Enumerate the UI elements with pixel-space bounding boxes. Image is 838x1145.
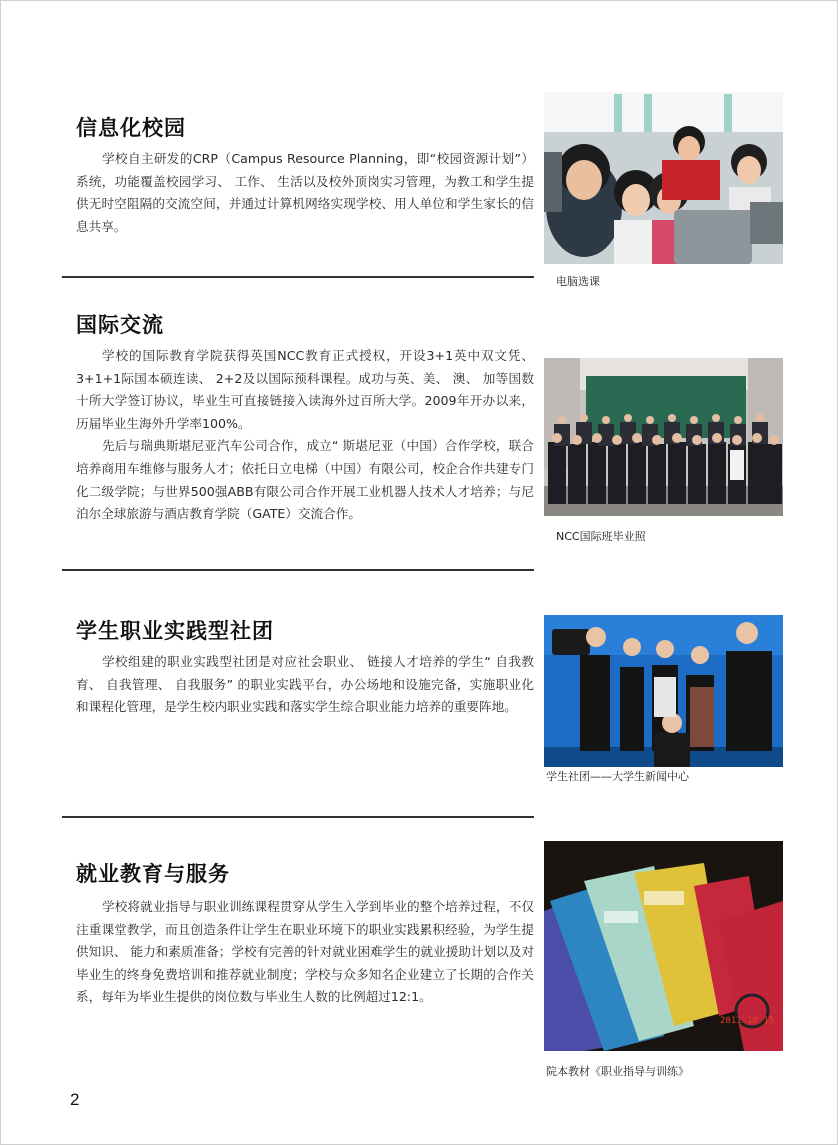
section-title: 就业教育与服务 (76, 862, 230, 886)
photo-ncc-graduation (544, 358, 783, 516)
photo-computer-course (544, 92, 783, 264)
photo-career-textbook (544, 841, 783, 1051)
section-divider (62, 276, 534, 278)
section-paragraph: 先后与瑞典斯堪尼亚汽车公司合作，成立“ 斯堪尼亚（中国）合作学校，联合培养商用车维修与服务人才；依托日立电梯（中国）有限公司，校企合作共建专门化二级学院；与世界500强ABB有限公司合作开展工业机器人技术人才培养；与尼泊尔全球旅游与酒店教育学院（GATE）交流合作。 (76, 438, 534, 522)
page-number: 2 (70, 1090, 80, 1109)
photo-caption: 学生社团——大学生新闻中心 (546, 770, 689, 783)
section-paragraph: 学校的国际教育学院获得英国NCC教育正式授权，开设3+1英中双文凭、3+1+1际国本硕连读、 2+2及以国际预科课程。成功与英、美、 澳、 加等国数十所大学签订协议，毕业生可直接链接入读海外过百所大学。2009年开办以来，历届毕业生海外升学率100%。 (76, 348, 534, 431)
section-student-clubs (62, 615, 534, 719)
section-paragraph: 学校将就业指导与职业训练课程贯穿从学生入学到毕业的整个培养过程，不仅注重课堂教学，而且创造条件让学生在职业环境下的职业实践累积经验，为学生提供知识、 能力和素质准备；学校有完善的针对就业困难学生的就业援助计划以及对毕业生的终身免费培训和推荐就业制度；学校与众多知名企业建立了长期的合作关系，每年为毕业生提供的岗位数与毕业生人数的比例超过12:1。 (76, 899, 534, 1005)
section-paragraph: 学校组建的职业实践型社团是对应社会职业、 链接人才培养的学生“ 自我教育、 自我管理、 自我服务” 的职业实践平台，办公场地和设施完备，实施职业化和课程化管理，是学生校内职业实践和落实学生综合职业能力培养的重要阵地。 (76, 654, 534, 715)
section-employment (62, 858, 534, 1009)
section-international (62, 309, 534, 526)
section-title: 学生职业实践型社团 (76, 619, 274, 643)
photo-date-stamp: 2011 10 15 (720, 1016, 775, 1026)
section-divider (62, 816, 534, 818)
photo-caption: 电脑选课 (556, 275, 600, 288)
section-paragraph: 学校自主研发的CRP（Campus Resource Planning，即“校园资源计划”）系统，功能覆盖校园学习、 工作、 生活以及校外顶岗实习管理，为教工和学生提供无时空阻隔的交流空间，并通过计算机网络实现学校、用人单位和学生家长的信息共享。 (76, 151, 534, 234)
section-title: 信息化校园 (76, 116, 186, 140)
section-divider (62, 569, 534, 571)
section-title: 国际交流 (76, 313, 164, 337)
section-info-campus (62, 112, 534, 238)
photo-student-news-center (544, 615, 783, 767)
photo-caption: NCC国际班毕业照 (556, 530, 646, 543)
photo-caption: 院本教材《职业指导与训练》 (546, 1065, 689, 1078)
